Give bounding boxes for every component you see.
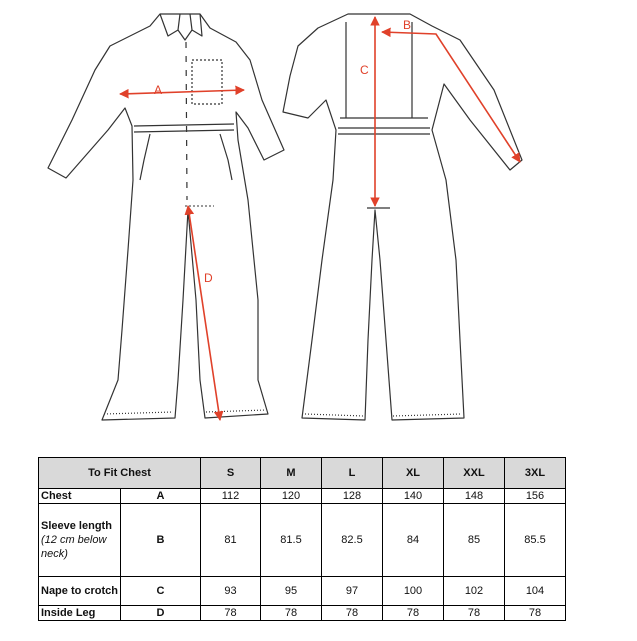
size-header: M	[261, 458, 322, 489]
size-table	[38, 457, 566, 621]
measure-name: Inside Leg	[41, 607, 96, 619]
back-view	[283, 14, 522, 420]
label-c: C	[360, 63, 369, 77]
table-cell: 78	[322, 606, 383, 621]
front-waistband	[134, 124, 234, 132]
table-cell: 78	[444, 606, 505, 621]
front-left-pocket	[140, 134, 150, 180]
label-a: A	[154, 83, 163, 97]
table-cell: 104	[505, 577, 566, 606]
table-cell: 140	[383, 489, 444, 504]
measure-label	[39, 489, 121, 504]
table-cell: 97	[322, 577, 383, 606]
size-header: XL	[383, 458, 444, 489]
arrow-b	[382, 32, 520, 162]
measure-c	[360, 17, 390, 208]
label-b: B	[403, 18, 412, 32]
size-header-row	[39, 458, 566, 489]
front-placket	[186, 42, 187, 200]
measure-note: (12 cm below neck)	[41, 534, 107, 560]
table-cell: 85.5	[505, 504, 566, 577]
measure-name: Sleeve length	[41, 520, 112, 532]
measure-b	[382, 18, 520, 162]
table-cell: 84	[383, 504, 444, 577]
table-row	[39, 489, 566, 504]
measure-label	[39, 606, 121, 621]
table-cell: 78	[505, 606, 566, 621]
table-cell: 78	[383, 606, 444, 621]
back-waistband	[338, 128, 430, 134]
measure-code: B	[121, 504, 201, 577]
measure-code: D	[121, 606, 201, 621]
size-header: XXL	[444, 458, 505, 489]
measure-name: Chest	[41, 490, 72, 502]
size-header: S	[201, 458, 261, 489]
table-cell: 85	[444, 504, 505, 577]
label-d: D	[204, 271, 213, 285]
table-cell: 78	[201, 606, 261, 621]
table-cell: 95	[261, 577, 322, 606]
table-row	[39, 606, 566, 621]
front-view	[48, 14, 284, 420]
front-hem-stitch	[104, 410, 266, 414]
table-cell: 128	[322, 489, 383, 504]
table-cell: 93	[201, 577, 261, 606]
table-cell: 148	[444, 489, 505, 504]
table-cell: 78	[261, 606, 322, 621]
front-outline	[48, 14, 284, 420]
arrow-d	[188, 206, 220, 420]
table-cell: 81	[201, 504, 261, 577]
size-header: L	[322, 458, 383, 489]
front-chest-pocket	[192, 60, 222, 104]
back-hem-stitch	[305, 414, 461, 416]
table-cell: 82.5	[322, 504, 383, 577]
fit-chest-header: To Fit Chest	[39, 458, 201, 489]
table-cell: 156	[505, 489, 566, 504]
size-header: 3XL	[505, 458, 566, 489]
measure-label	[39, 577, 121, 606]
measure-code: A	[121, 489, 201, 504]
arrow-a	[120, 90, 244, 94]
back-outline	[283, 14, 522, 420]
table-cell: 120	[261, 489, 322, 504]
measure-name: Nape to crotch	[41, 585, 119, 597]
table-cell: 102	[444, 577, 505, 606]
measure-code: C	[121, 577, 201, 606]
table-row	[39, 577, 566, 606]
measure-a	[120, 83, 244, 97]
table-cell: 100	[383, 577, 444, 606]
measure-label	[39, 504, 121, 577]
front-collar	[160, 14, 202, 40]
table-cell: 81.5	[261, 504, 322, 577]
front-right-pocket	[220, 134, 232, 180]
back-yoke	[340, 22, 428, 118]
table-row	[39, 504, 566, 577]
table-cell: 112	[201, 489, 261, 504]
